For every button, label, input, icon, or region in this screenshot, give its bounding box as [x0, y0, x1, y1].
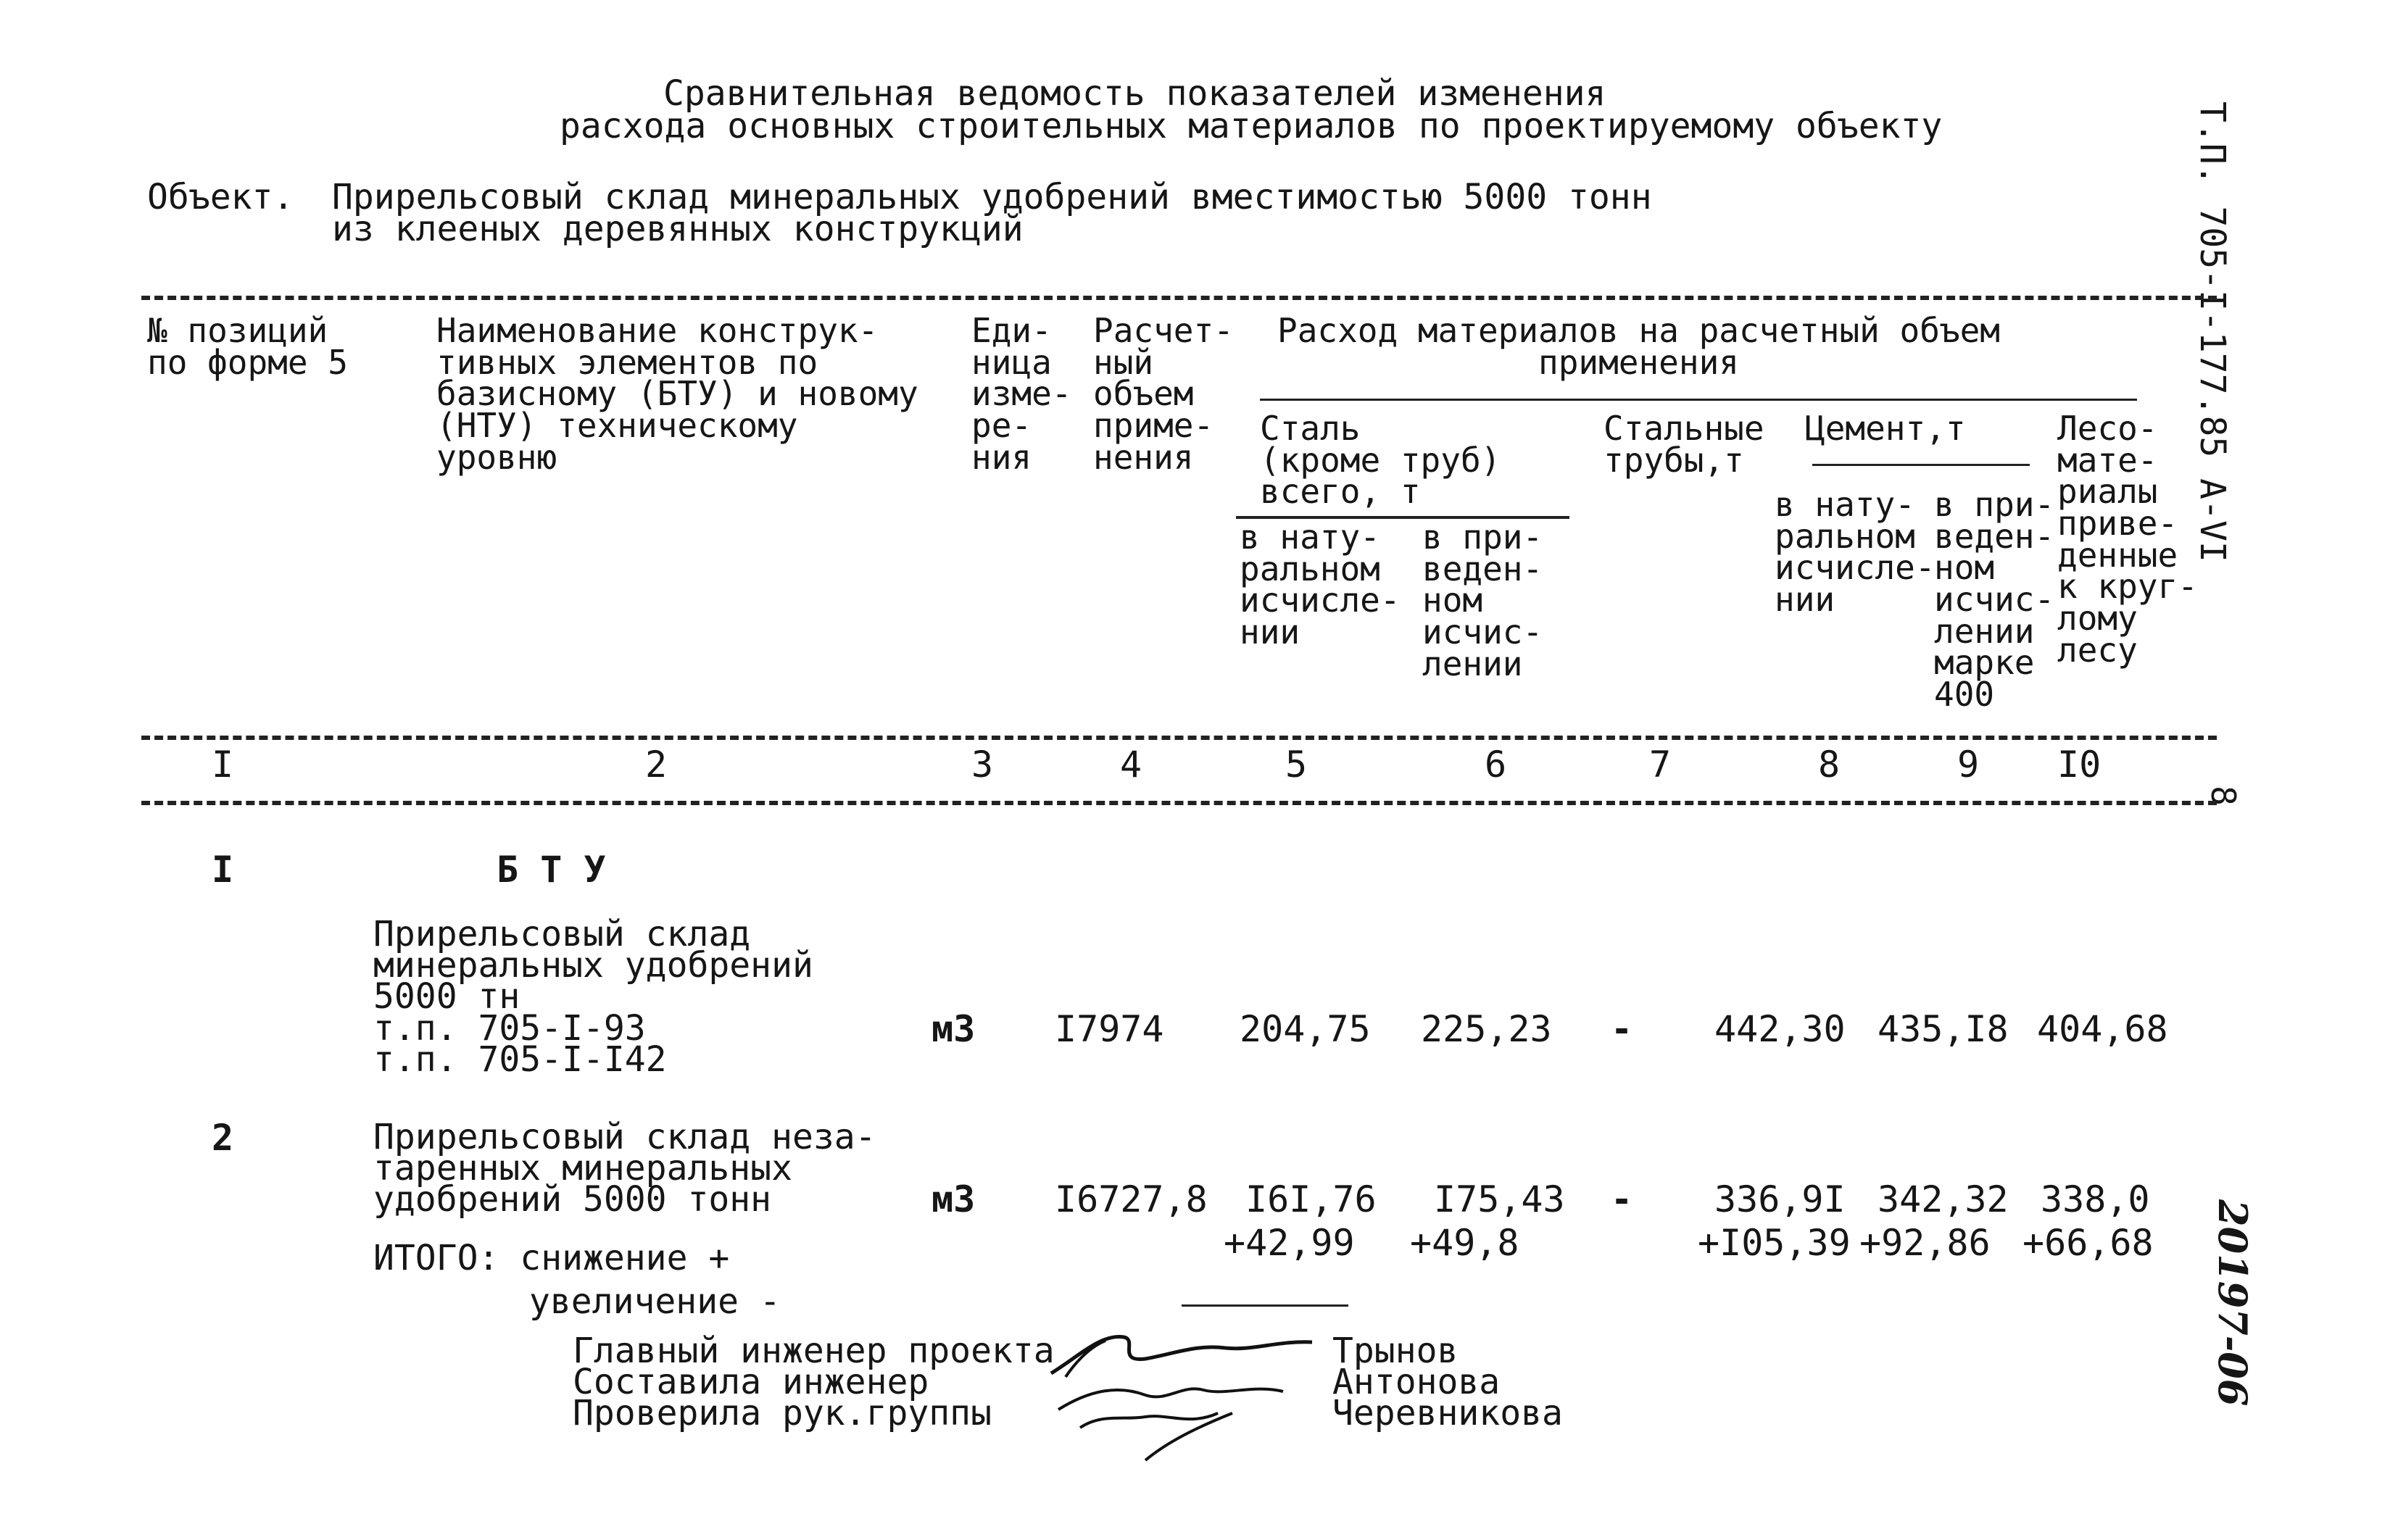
- total-cement-natural: +I05,39: [1698, 1222, 1851, 1264]
- row1-steel-reduced: 225,23: [1421, 1008, 1552, 1050]
- row2-wood: 338,0: [2041, 1178, 2150, 1220]
- colnum-3: 3: [971, 744, 994, 786]
- header-cement-rule: [1812, 464, 2030, 466]
- row2-steel-reduced: I75,43: [1434, 1178, 1565, 1220]
- header-cement-reduced: в при- веден- ном исчис- лении марке 400: [1934, 485, 2055, 715]
- total-label2: увеличение -: [529, 1281, 781, 1322]
- total-label: ИТОГО: снижение +: [373, 1238, 730, 1278]
- table-top-rule: [141, 296, 2217, 300]
- row2-volume: I6727,8: [1055, 1178, 1208, 1220]
- signature-role-3: Проверила рук.группы: [573, 1393, 992, 1433]
- row1-wood: 404,68: [2037, 1008, 2168, 1050]
- header-group: Расход материалов на расчетный объем применения: [1277, 311, 2000, 382]
- signature-role-1: Главный инженер проекта: [573, 1331, 1055, 1371]
- colnum-9: 9: [1957, 744, 1980, 786]
- section-number: I: [212, 849, 234, 891]
- row2-name: Прирельсовый склад неза- таренных минеральных удобрений 5000 тонн: [373, 1117, 876, 1220]
- total-steel-natural: +42,99: [1224, 1222, 1355, 1264]
- header-steel: Сталь (кроме труб) всего, т: [1260, 409, 1501, 512]
- header-cement-natural: в нату- ральном исчисле- нии: [1775, 485, 1936, 620]
- object-line2: из клееных деревянных конструкций: [332, 209, 1024, 249]
- header-steel-reduced: в при- веден- ном исчис- лении: [1422, 517, 1543, 683]
- row2-unit: м3: [932, 1178, 976, 1220]
- row1-pipes: -: [1611, 1008, 1633, 1050]
- header-group-rule: [1260, 399, 2137, 401]
- total-steel-reduced: +49,8: [1410, 1222, 1519, 1264]
- colnum-6: 6: [1485, 744, 1507, 786]
- header-steel-natural: в нату- ральном исчисле- нии: [1240, 517, 1401, 652]
- row1-cement-reduced: 435,I8: [1878, 1008, 2009, 1050]
- colnum-8: 8: [1818, 744, 1841, 786]
- side-stamp: Т.П. 705-I-177.85 А-VI: [2192, 101, 2233, 562]
- header-unit: Еди- ница изме- ре- ния: [971, 311, 1072, 477]
- colnum-10: I0: [2057, 744, 2102, 786]
- header-position: № позиций по форме 5: [147, 311, 348, 382]
- signature-name-3: Черевникова: [1332, 1393, 1563, 1433]
- colnum-top-rule: [141, 736, 2217, 740]
- handwritten-signatures: [1037, 1304, 1414, 1464]
- row1-steel-natural: 204,75: [1240, 1008, 1371, 1050]
- row2-cement-reduced: 342,32: [1878, 1178, 2009, 1220]
- row2-pipes: -: [1611, 1178, 1633, 1220]
- header-name: Наименование конструк- тивных элементов по базисному (БТУ) и новому (НТУ) техническому уровню: [436, 311, 918, 477]
- signature-role-2: Составила инженер: [573, 1362, 929, 1402]
- colnum-bottom-rule: [141, 801, 2217, 805]
- total-cement-reduced: +92,86: [1859, 1222, 1991, 1264]
- handwritten-code: 20197-06: [2210, 1199, 2256, 1407]
- row2-cement-natural: 336,9I: [1714, 1178, 1846, 1220]
- doc-title-line1: Сравнительная ведомость показателей изменения: [663, 73, 1606, 114]
- row1-unit: м3: [932, 1008, 976, 1050]
- colnum-4: 4: [1120, 744, 1142, 786]
- colnum-1: I: [212, 744, 234, 786]
- row2-position: 2: [212, 1117, 234, 1159]
- row1-volume: I7974: [1055, 1008, 1164, 1050]
- object-label: Объект.: [147, 177, 294, 217]
- row1-cement-natural: 442,30: [1714, 1008, 1846, 1050]
- colnum-2: 2: [645, 744, 668, 786]
- header-wood: Лесо- мате- риалы приве- денные к круг- лому лесу: [2057, 409, 2198, 670]
- header-volume: Расчет- ный объем приме- нения: [1093, 311, 1234, 477]
- signature-name-1: Трынов: [1332, 1331, 1459, 1371]
- colnum-5: 5: [1285, 744, 1308, 786]
- row1-name: Прирельсовый склад минеральных удобрений 5000 тн т.п. 705-I-93 т.п. 705-I-I42: [373, 914, 813, 1080]
- signature-name-2: Антонова: [1332, 1362, 1501, 1402]
- object-line1: Прирельсовый склад минеральных удобрений вместимостью 5000 тонн: [332, 177, 1652, 217]
- colnum-7: 7: [1649, 744, 1672, 786]
- doc-title-line2: расхода основных строительных материалов по проектируемому объекту: [560, 106, 1943, 146]
- header-pipes: Стальные трубы,т: [1603, 409, 1764, 480]
- total-wood: +66,68: [2022, 1222, 2154, 1264]
- section-label: Б Т У: [497, 849, 606, 891]
- row2-steel-natural: I6I,76: [1245, 1178, 1377, 1220]
- header-cement: Цемент,т: [1805, 409, 1966, 448]
- page-number: 8: [2203, 786, 2243, 806]
